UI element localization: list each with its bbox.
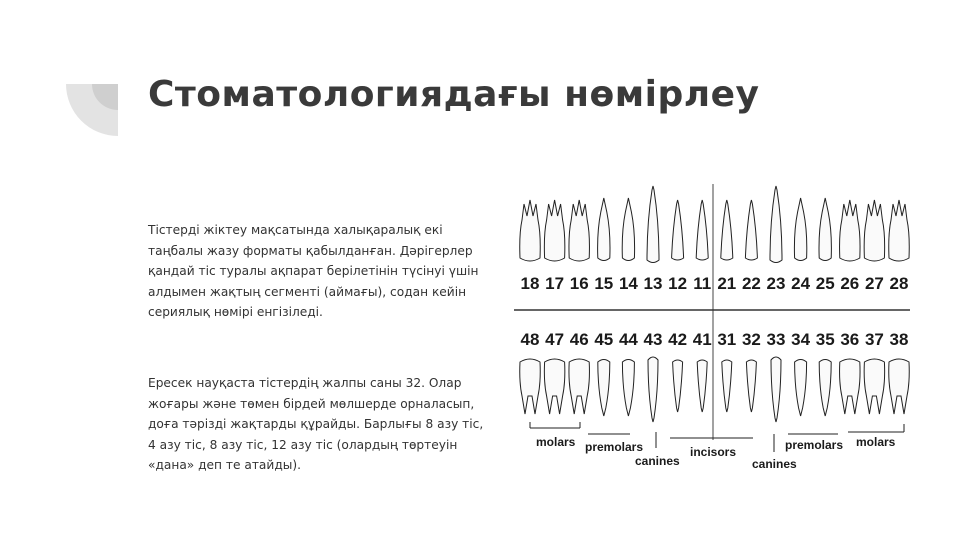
- paragraph-numbering-format: Тістерді жіктеу мақсатында халықаралық екі таңбалы жазу форматы қабылданған. Дәрігерлер қандай тіс туралы ақпарат берілетінін түсінуі үшін алдымен жақтың сегменті (аймағы), содан кейін сериялық нөмірі енгізіледі.: [148, 223, 479, 319]
- upper-tooth-number-15: 15: [594, 274, 614, 293]
- label-molars-right: molars: [856, 435, 896, 449]
- lower-tooth-42: [673, 360, 683, 412]
- lower-tooth-36: [840, 359, 861, 414]
- upper-tooth-number-24: 24: [791, 274, 811, 293]
- upper-tooth-number-13: 13: [643, 274, 663, 293]
- lower-tooth-number-43: 43: [643, 330, 663, 349]
- lower-tooth-number-47: 47: [545, 330, 565, 349]
- lower-tooth-number-36: 36: [840, 330, 860, 349]
- decorative-arc-icon: [66, 84, 118, 136]
- label-canines-right: canines: [752, 457, 797, 471]
- lower-tooth-44: [622, 360, 634, 417]
- lower-tooth-number-42: 42: [668, 330, 688, 349]
- upper-tooth-27: [864, 200, 885, 261]
- upper-tooth-26: [840, 200, 861, 261]
- upper-tooth-number-16: 16: [569, 274, 589, 293]
- lower-tooth-38: [889, 359, 910, 414]
- lower-tooth-number-34: 34: [791, 330, 811, 349]
- upper-tooth-number-21: 21: [717, 274, 737, 293]
- upper-tooth-number-11: 11: [693, 274, 712, 293]
- lower-tooth-31: [722, 360, 732, 412]
- upper-tooth-13: [647, 186, 659, 263]
- upper-tooth-14: [622, 198, 634, 261]
- lower-tooth-number-48: 48: [520, 330, 540, 349]
- lower-tooth-number-44: 44: [618, 330, 638, 349]
- upper-tooth-number-23: 23: [766, 274, 786, 293]
- lower-tooth-33: [771, 357, 781, 422]
- upper-tooth-16: [569, 200, 590, 261]
- label-canines-left: canines: [635, 454, 680, 468]
- upper-tooth-18: [520, 200, 541, 261]
- upper-tooth-number-14: 14: [618, 274, 638, 293]
- lower-tooth-number-46: 46: [569, 330, 589, 349]
- lower-tooth-number-45: 45: [594, 330, 614, 349]
- upper-tooth-number-25: 25: [815, 274, 835, 293]
- upper-tooth-number-12: 12: [668, 274, 688, 293]
- lower-tooth-47: [544, 359, 565, 414]
- bracket-molars-left: [530, 422, 580, 428]
- lower-tooth-number-41: 41: [692, 330, 712, 349]
- lower-tooth-43: [648, 357, 658, 422]
- lower-tooth-35: [819, 360, 831, 417]
- lower-tooth-45: [598, 360, 610, 417]
- upper-tooth-21: [721, 200, 733, 260]
- lower-tooth-number-38: 38: [889, 330, 909, 349]
- lower-tooth-32: [746, 360, 756, 412]
- upper-tooth-number-17: 17: [545, 274, 565, 293]
- upper-tooth-25: [819, 198, 831, 261]
- upper-tooth-15: [598, 198, 610, 261]
- upper-tooth-11: [696, 200, 708, 260]
- upper-tooth-17: [544, 200, 565, 261]
- paragraph-adult-teeth-count: Ересек науқаста тістердің жалпы саны 32. Олар жоғары және төмен бірдей мөлшерде орналасып, доға тәрізді жақтарды құрайды. Барлығы 8 азу тіс, 4 азу тіс, 8 азу тіс, 12 азу тіс (олардың төртеуін «дана» деп те атайды).: [148, 376, 484, 472]
- lower-tooth-46: [569, 359, 590, 414]
- upper-tooth-12: [672, 200, 684, 260]
- lower-tooth-41: [697, 360, 707, 412]
- upper-tooth-24: [794, 198, 806, 261]
- upper-tooth-23: [770, 186, 782, 263]
- upper-tooth-number-22: 22: [741, 274, 761, 293]
- lower-tooth-48: [520, 359, 541, 414]
- upper-tooth-number-28: 28: [889, 274, 909, 293]
- lower-tooth-34: [795, 360, 807, 417]
- lower-tooth-number-33: 33: [766, 330, 786, 349]
- lower-tooth-37: [864, 359, 885, 414]
- upper-tooth-28: [889, 200, 910, 261]
- label-premolars-right: premolars: [785, 438, 844, 452]
- page-title: Стоматологиядағы нөмірлеу: [148, 74, 760, 115]
- lower-tooth-number-35: 35: [815, 330, 835, 349]
- label-incisors: incisors: [690, 445, 737, 459]
- bracket-molars-right: [848, 424, 904, 432]
- upper-tooth-number-26: 26: [840, 274, 860, 293]
- upper-tooth-22: [745, 200, 757, 260]
- label-molars-left: molars: [536, 435, 576, 449]
- lower-tooth-number-31: 31: [717, 330, 737, 349]
- lower-tooth-number-32: 32: [741, 330, 761, 349]
- upper-tooth-number-27: 27: [864, 274, 884, 293]
- lower-tooth-number-37: 37: [864, 330, 884, 349]
- teeth-numbering-diagram: [508, 182, 918, 472]
- label-premolars-left: premolars: [585, 440, 644, 454]
- upper-tooth-number-18: 18: [520, 274, 540, 293]
